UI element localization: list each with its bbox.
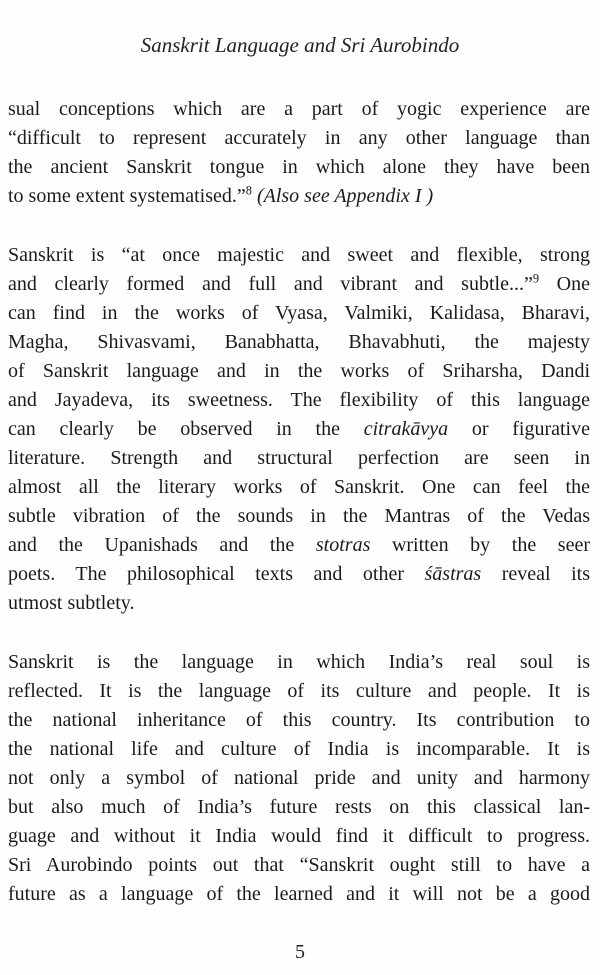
text-line	[8, 124, 590, 153]
text-line	[8, 270, 590, 299]
text-line	[8, 531, 590, 560]
text-line	[8, 502, 590, 531]
text-segment: but also much of India’s future rests on this classical lan-	[8, 796, 590, 818]
text-segment: the national inheritance of this country. Its contribution to	[8, 709, 590, 731]
text-segment: sual conceptions which are a part of yogic experience are	[8, 98, 590, 120]
running-header: Sanskrit Language and Sri Aurobindo	[140, 33, 460, 57]
text-line	[8, 851, 590, 880]
text-segment: Sanskrit is the language in which India’s real soul is	[8, 651, 590, 673]
text-segment: guage and without it India would find it difficult to progress.	[8, 825, 590, 847]
text-segment: utmost subtlety.	[8, 592, 135, 614]
text-line	[8, 473, 590, 502]
italic-text-segment: stotras	[315, 534, 371, 556]
text-line	[8, 735, 590, 764]
text-segment: or figurative	[448, 418, 590, 440]
text-segment: the national life and culture of India is incomparable. It is	[8, 738, 590, 760]
text-line	[8, 793, 590, 822]
paragraph	[8, 648, 590, 909]
text-line	[8, 880, 590, 909]
text-line	[8, 764, 590, 793]
text-line	[8, 95, 590, 124]
text-segment: and Jayadeva, its sweetness. The flexibility of this language	[8, 389, 590, 411]
paragraph	[8, 95, 590, 211]
text-line	[8, 415, 590, 444]
text-line	[8, 560, 590, 589]
text-segment: subtle vibration of the sounds in the Mantras of the Vedas	[8, 505, 590, 527]
italic-text-segment: (Also see Appendix I )	[256, 185, 434, 207]
text-line	[8, 299, 590, 328]
superscript-text-segment: 9	[532, 271, 540, 286]
text-segment: future as a language of the learned and it will not be a good	[8, 883, 590, 905]
text-segment: literature. Strength and structural perfection are seen in	[8, 447, 590, 469]
superscript-text-segment: 8	[245, 183, 252, 198]
text-line	[8, 153, 590, 182]
text-line	[8, 706, 590, 735]
text-segment: Magha, Shivasvami, Banabhatta, Bhavabhuti, the majesty	[8, 331, 590, 353]
text-segment: One	[539, 273, 590, 295]
italic-text-segment: citrakāvya	[363, 418, 449, 440]
text-line	[8, 677, 590, 706]
text-segment: Sri Aurobindo points out that “Sanskrit ought still to have a	[8, 854, 590, 876]
text-segment: “difficult to represent accurately in any other language than	[8, 127, 590, 149]
text-line	[8, 648, 590, 677]
text-segment: reveal its	[481, 563, 590, 585]
text-segment: can clearly be observed in the	[8, 418, 364, 440]
page-body	[8, 95, 590, 909]
text-segment: the ancient Sanskrit tongue in which alone they have been	[8, 156, 590, 178]
text-segment: and clearly formed and full and vibrant and subtle...”	[8, 273, 533, 295]
text-line	[8, 328, 590, 357]
text-segment: of Sanskrit language and in the works of Sriharsha, Dandi	[8, 360, 590, 382]
text-segment: reflected. It is the language of its culture and people. It is	[8, 680, 590, 702]
text-segment: Sanskrit is “at once majestic and sweet and flexible, strong	[8, 244, 590, 266]
text-segment: written by the seer	[370, 534, 590, 556]
text-line	[8, 589, 590, 618]
italic-text-segment: śāstras	[424, 563, 482, 585]
paragraph	[8, 241, 590, 618]
text-line	[8, 822, 590, 851]
text-line	[8, 444, 590, 473]
text-segment: almost all the literary works of Sanskrit. One can feel the	[8, 476, 590, 498]
text-segment: to some extent systematised.”	[8, 185, 246, 207]
text-segment: poets. The philosophical texts and other	[8, 563, 425, 585]
text-line	[8, 357, 590, 386]
text-line	[8, 182, 590, 211]
text-line	[8, 386, 590, 415]
text-segment: and the Upanishads and the	[8, 534, 316, 556]
page-number: 5	[295, 941, 305, 963]
text-segment: can find in the works of Vyasa, Valmiki, Kalidasa, Bharavi,	[8, 302, 590, 324]
text-segment: not only a symbol of national pride and unity and harmony	[8, 767, 590, 789]
text-line	[8, 241, 590, 270]
